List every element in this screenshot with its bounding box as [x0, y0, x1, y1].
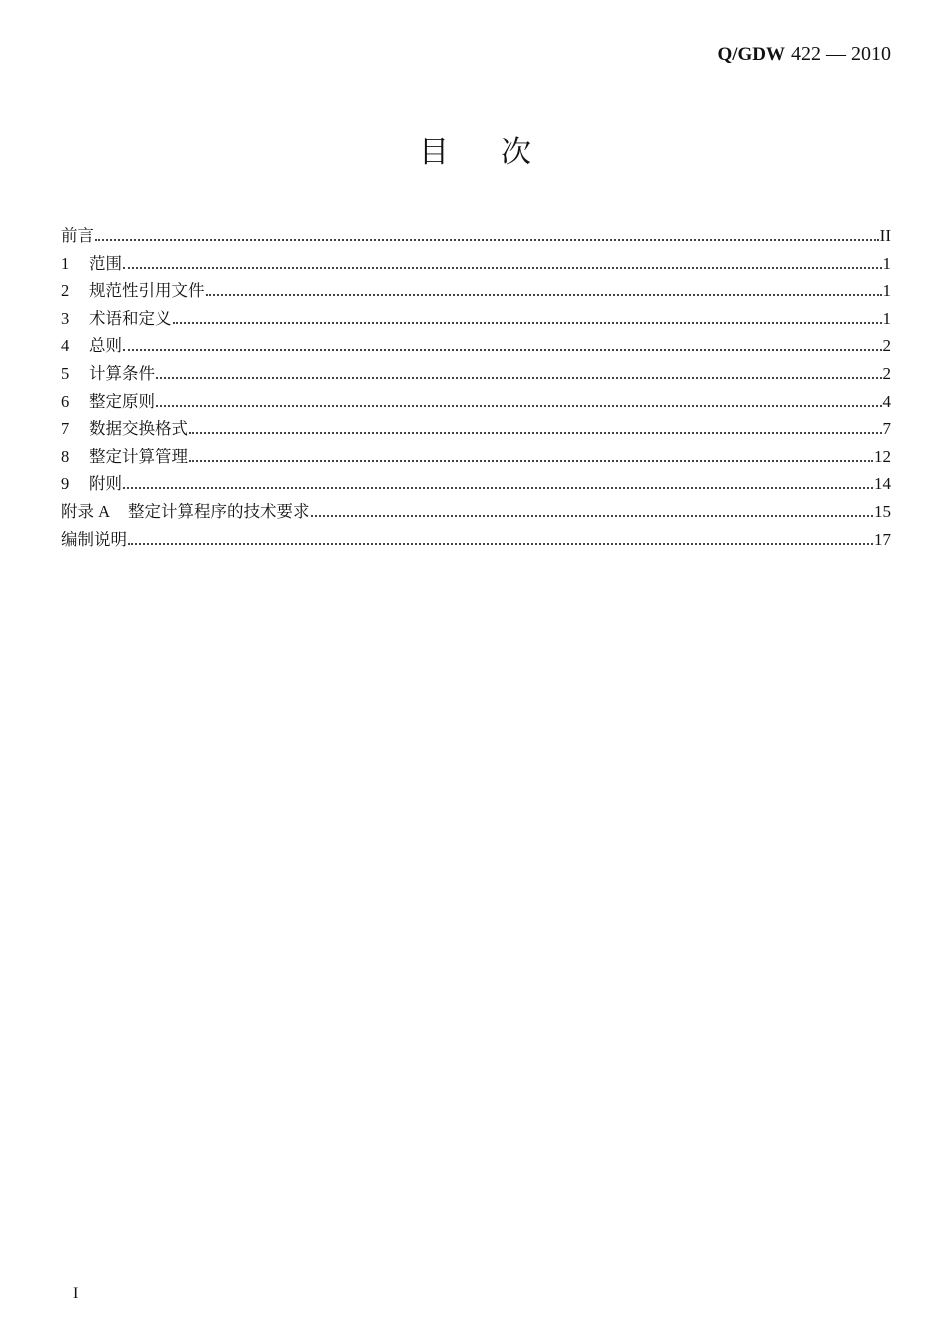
toc-page-number: 1 — [882, 253, 891, 273]
standard-number: 422 — 2010 — [791, 43, 891, 65]
toc-leader-dots — [189, 432, 882, 434]
toc-entry-label: 整定计算程序的技术要求 — [128, 501, 310, 521]
toc-page-number: 14 — [874, 474, 891, 494]
toc-entry-label: 附则 — [89, 474, 122, 494]
page-title: 目次 — [419, 135, 583, 170]
toc-leader-dots — [123, 349, 882, 351]
standard-code: Q/GDW — [717, 44, 785, 65]
table-of-contents — [61, 222, 891, 553]
toc-entry-number: 8 — [61, 446, 70, 466]
document-header — [717, 40, 891, 69]
toc-entry-label: 整定原则 — [89, 391, 155, 411]
toc-page-number: 12 — [874, 446, 891, 466]
page-number-footer: I — [73, 1285, 79, 1302]
toc-entry-6[interactable] — [61, 388, 891, 416]
toc-entry-label: 计算条件 — [89, 363, 155, 383]
toc-entry-7[interactable] — [61, 415, 891, 443]
toc-leader-dots — [311, 515, 873, 517]
toc-entry-label: 总则 — [89, 336, 122, 356]
toc-entry-3[interactable] — [61, 305, 891, 333]
toc-page-number: 15 — [874, 501, 891, 521]
toc-entry-number: 6 — [61, 391, 70, 411]
toc-entry-label: 数据交换格式 — [89, 419, 188, 439]
toc-entry-number: 3 — [61, 308, 70, 328]
toc-page-number: 1 — [882, 308, 891, 328]
toc-entry-4[interactable] — [61, 332, 891, 360]
toc-entry-label: 规范性引用文件 — [89, 281, 205, 301]
toc-entry-2[interactable] — [61, 277, 891, 305]
toc-page-number: II — [879, 226, 891, 245]
toc-entry-number: 4 — [61, 336, 70, 356]
toc-page-number: 4 — [882, 391, 891, 411]
toc-leader-dots — [156, 377, 882, 379]
toc-entry-appendix-a[interactable] — [61, 498, 891, 526]
toc-entry-label: 前言 — [61, 226, 94, 245]
toc-leader-dots — [123, 267, 882, 269]
toc-entry-1[interactable] — [61, 250, 891, 278]
toc-entry-number: 9 — [61, 474, 70, 494]
toc-entry-label: 术语和定义 — [89, 308, 172, 328]
toc-leader-dots — [128, 543, 873, 545]
toc-entry-number: 1 — [61, 253, 70, 273]
toc-entry-5[interactable] — [61, 360, 891, 388]
toc-entry-9[interactable] — [61, 470, 891, 498]
toc-entry-number: 附录 A — [61, 501, 111, 521]
toc-leader-dots — [206, 294, 882, 296]
toc-leader-dots — [123, 487, 873, 489]
toc-entry-8[interactable] — [61, 443, 891, 471]
toc-entry-label: 编制说明 — [61, 529, 127, 549]
toc-leader-dots — [156, 405, 882, 407]
toc-entry-explanation[interactable] — [61, 526, 891, 554]
toc-leader-dots — [173, 322, 882, 324]
toc-page-number: 2 — [882, 363, 891, 383]
toc-leader-dots — [189, 460, 873, 462]
toc-page-number: 7 — [882, 419, 891, 439]
toc-page-number: 2 — [882, 336, 891, 356]
toc-page-number: 1 — [882, 281, 891, 301]
toc-entry-label: 范围 — [89, 253, 122, 273]
toc-entry-foreword[interactable] — [61, 222, 891, 250]
toc-entry-number: 2 — [61, 281, 70, 301]
toc-leader-dots — [95, 239, 879, 241]
toc-entry-label: 整定计算管理 — [89, 446, 188, 466]
toc-entry-number: 5 — [61, 363, 70, 383]
toc-entry-number: 7 — [61, 419, 70, 439]
toc-page-number: 17 — [874, 529, 891, 549]
